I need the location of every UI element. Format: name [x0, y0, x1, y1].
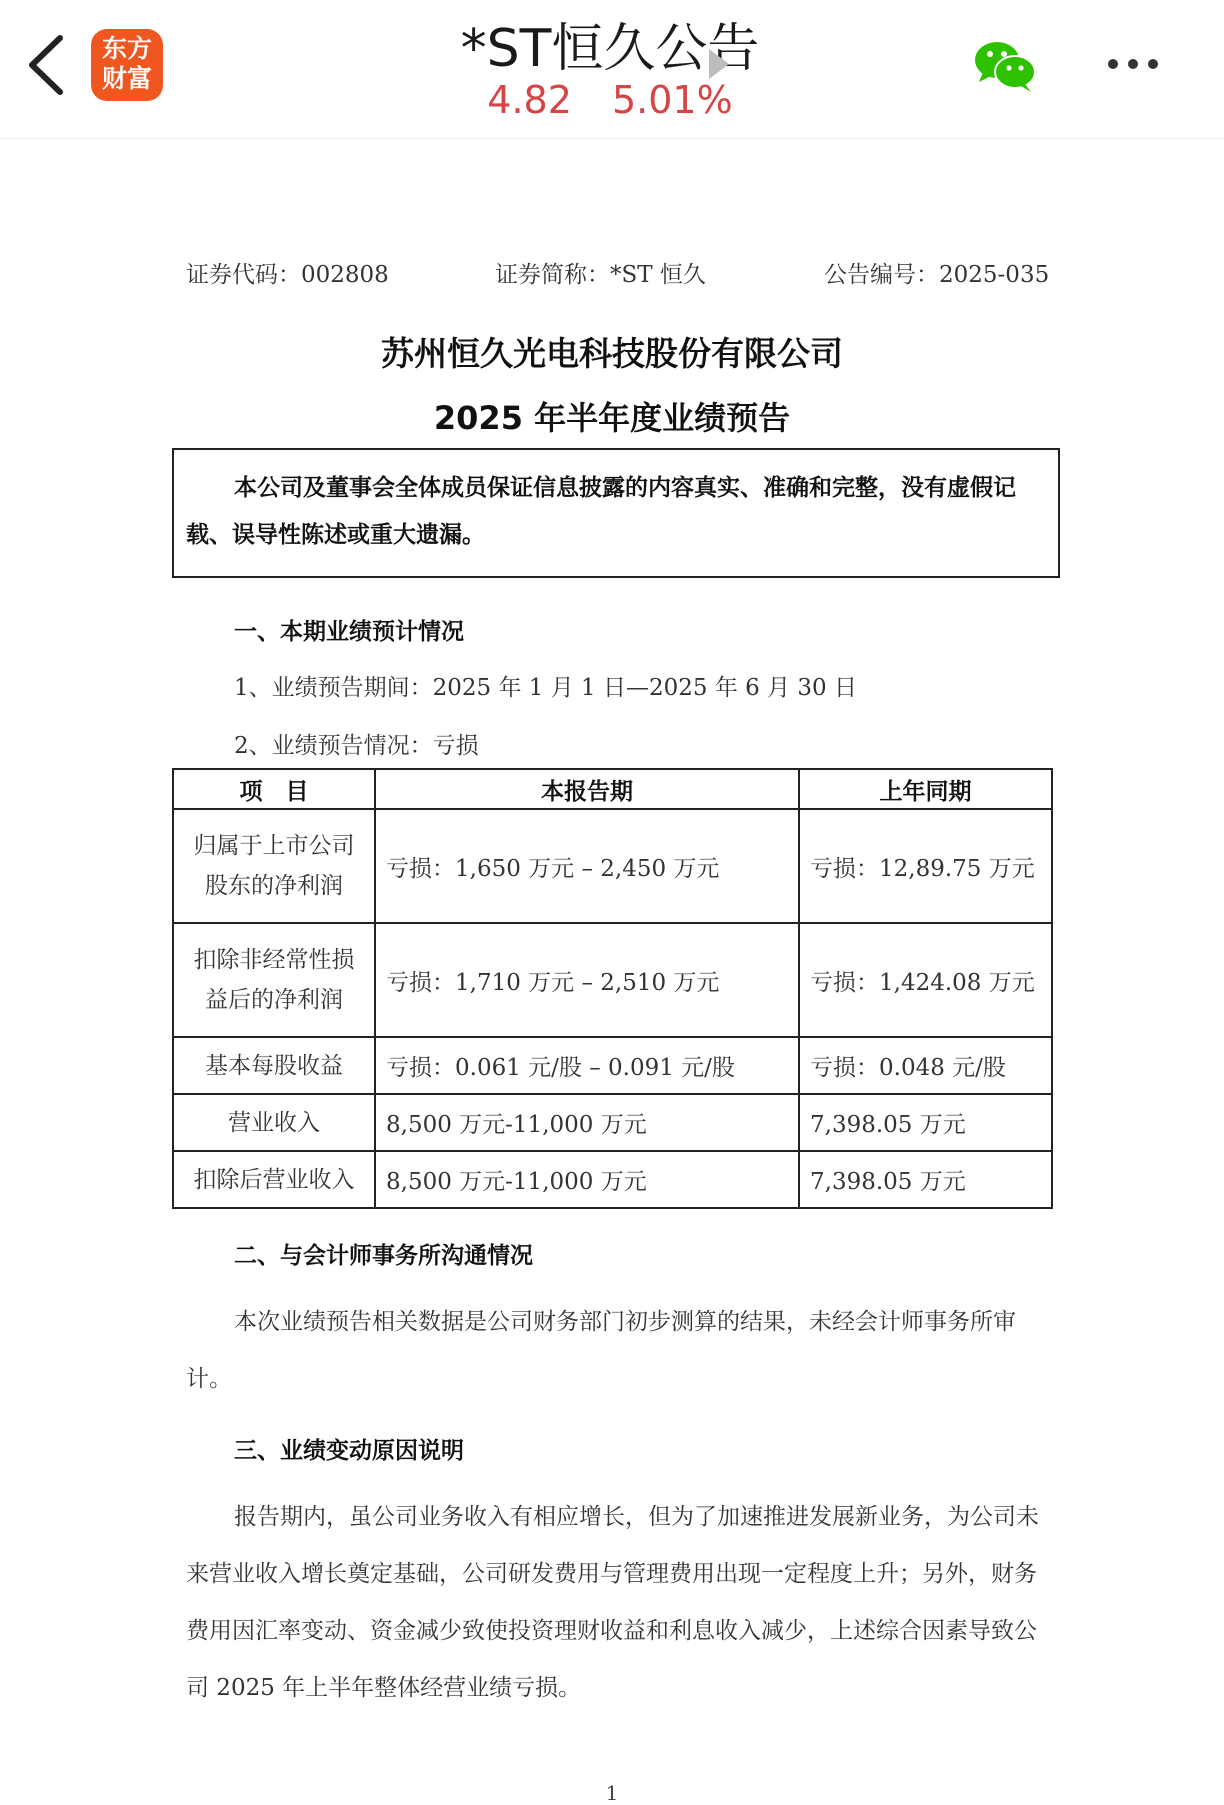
doc-title: 2025 年半年度业绩预告: [433, 399, 791, 437]
row-item: 营业收入: [173, 1094, 375, 1151]
top-bar: [0, 0, 1224, 139]
forecast-status: 2、业绩预告情况：亏损: [234, 733, 479, 759]
table-row: [173, 923, 1052, 1037]
stock-title: *ST恒久公告: [460, 19, 760, 79]
table-row: [173, 1151, 1052, 1208]
wechat-share-button[interactable]: [973, 38, 1037, 94]
row-prior: 亏损：12,89.75 万元: [799, 809, 1052, 923]
row-item: 基本每股收益: [173, 1037, 375, 1094]
stock-quote: [360, 78, 860, 122]
row-prior: 亏损：1,424.08 万元: [799, 923, 1052, 1037]
app-logo: [91, 29, 163, 101]
disclosure-notice: 本公司及董事会全体成员保证信息披露的内容真实、准确和完整，没有虚假记载、误导性陈述或重大遗漏。: [172, 448, 1060, 578]
row-current: 亏损：1,710 万元 – 2,510 万元: [375, 923, 799, 1037]
company-name: 苏州恒久光电科技股份有限公司: [381, 334, 843, 373]
table-header-row: [173, 769, 1052, 809]
col-header-item: 项 目: [173, 769, 375, 809]
row-current: 亏损：1,650 万元 – 2,450 万元: [375, 809, 799, 923]
row-item: 扣除非经常性损益后的净利润: [173, 923, 375, 1037]
col-header-prior: 上年同期: [799, 769, 1052, 809]
stock-change: 5.01%: [611, 78, 733, 122]
forecast-period: 1、业绩预告期间：2025 年 1 月 1 日—2025 年 6 月 30 日: [234, 675, 857, 701]
col-header-current: 本报告期: [375, 769, 799, 809]
back-button[interactable]: [18, 30, 78, 100]
section1-heading: 一、本期业绩预计情况: [234, 619, 464, 645]
row-prior: 7,398.05 万元: [799, 1094, 1052, 1151]
logo-line2: 财富: [101, 64, 152, 93]
logo-line1: 东方: [101, 34, 152, 63]
security-short-name: 证券简称：*ST 恒久: [495, 262, 706, 288]
section2-body: 本次业绩预告相关数据是公司财务部门初步测算的结果，未经会计师事务所审计。: [186, 1309, 1016, 1392]
wechat-icon[interactable]: [973, 38, 1037, 94]
section3-body: 报告期内，虽公司业务收入有相应增长，但为了加速推进发展新业务，为公司未来营业收入增长奠定基础，公司研发费用与管理费用出现一定程度上升；另外，财务费用因汇率变动、资金减少致使投资理财收益和利息收入减少，上述综合因素导致公司 2025 年上半年整体经营业绩亏损。: [186, 1504, 1039, 1701]
stock-price: 4.82: [487, 78, 572, 122]
table-row: [173, 1094, 1052, 1151]
row-prior: 亏损：0.048 元/股: [799, 1037, 1052, 1094]
section2-heading: 二、与会计师事务所沟通情况: [234, 1243, 533, 1269]
section3-heading: 三、业绩变动原因说明: [234, 1438, 464, 1464]
row-current: 8,500 万元-11,000 万元: [375, 1151, 799, 1208]
play-icon[interactable]: [709, 49, 729, 79]
table-row: [173, 1037, 1052, 1094]
notice-number: 公告编号：2025-035: [824, 262, 1050, 288]
table-row: [173, 809, 1052, 923]
row-prior: 7,398.05 万元: [799, 1151, 1052, 1208]
security-code: 证券代码：002808: [186, 262, 389, 288]
performance-table: [172, 768, 1053, 1209]
back-icon[interactable]: [18, 30, 78, 100]
more-icon[interactable]: [1108, 54, 1172, 78]
row-item: 扣除后营业收入: [173, 1151, 375, 1208]
row-item: 归属于上市公司股东的净利润: [173, 809, 375, 923]
page-number: 1: [605, 1781, 619, 1805]
row-current: 8,500 万元-11,000 万元: [375, 1094, 799, 1151]
row-current: 亏损：0.061 元/股 – 0.091 元/股: [375, 1037, 799, 1094]
